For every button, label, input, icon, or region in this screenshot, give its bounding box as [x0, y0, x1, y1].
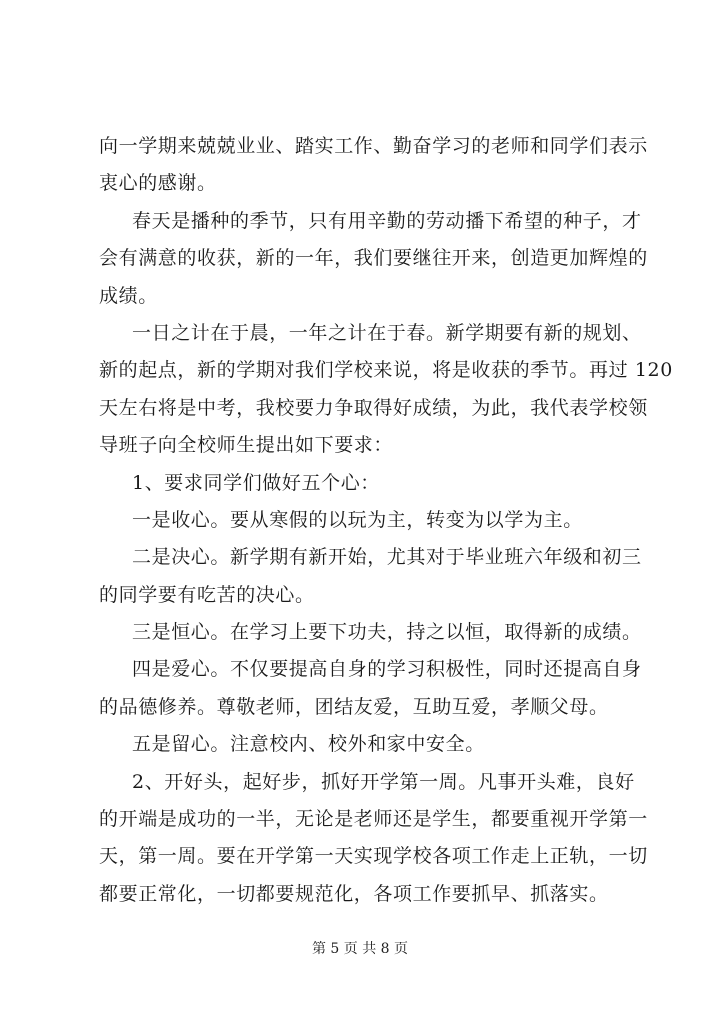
page-number-footer: 第 5 页 共 8 页: [311, 941, 409, 957]
text-line-15: 四是爱心。不仅要提高自身的学习积极性，同时还提高自身: [132, 658, 642, 681]
text-line-4: 会有满意的收获，新的一年，我们要继往开来，创造更加辉煌的: [99, 247, 648, 270]
text-line-18: 2、开好头，起好步，抓好开学第一周。凡事开头难，良好: [132, 770, 635, 793]
text-line-19: 的开端是成功的一半，无论是老师还是学生，都要重视开学第一: [99, 808, 648, 831]
document-body: [99, 128, 673, 913]
text-line-8: 天左右将是中考，我校要力争取得好成绩，为此，我代表学校领: [99, 396, 648, 419]
text-line-9: 导班子向全校师生提出如下要求：: [99, 434, 394, 457]
text-line-16: 的品德修养。尊敬老师，团结友爱，互助互爱，孝顺父母。: [99, 695, 609, 718]
text-line-21: 都要正常化，一切都要规范化，各项工作要抓早、抓落实。: [99, 882, 609, 905]
text-line-5: 成绩。: [99, 284, 158, 307]
text-line-2: 衷心的感谢。: [99, 172, 217, 195]
text-line-7: 新的起点，新的学期对我们学校来说，将是收获的季节。再过 120: [99, 359, 673, 382]
text-line-14: 三是恒心。在学习上要下功夫，持之以恒，取得新的成绩。: [132, 621, 642, 644]
text-line-11: 一是收心。要从寒假的以玩为主，转变为以学为主。: [132, 508, 583, 531]
text-line-17: 五是留心。注意校内、校外和家中安全。: [132, 733, 485, 756]
text-line-10: 1、要求同学们做好五个心：: [132, 471, 380, 494]
text-line-1: 向一学期来兢兢业业、踏实工作、勤奋学习的老师和同学们表示: [99, 135, 648, 157]
text-line-12: 二是决心。新学期有新开始，尤其对于毕业班六年级和初三: [132, 546, 642, 569]
text-line-3: 春天是播种的季节，只有用辛勤的劳动播下希望的种子，才: [132, 209, 642, 232]
text-line-6: 一日之计在于晨，一年之计在于春。新学期要有新的规划、: [132, 321, 642, 344]
text-line-20: 天，第一周。要在开学第一天实现学校各项工作走上正轨，一切: [99, 845, 648, 868]
text-line-13: 的同学要有吃苦的决心。: [99, 583, 315, 606]
